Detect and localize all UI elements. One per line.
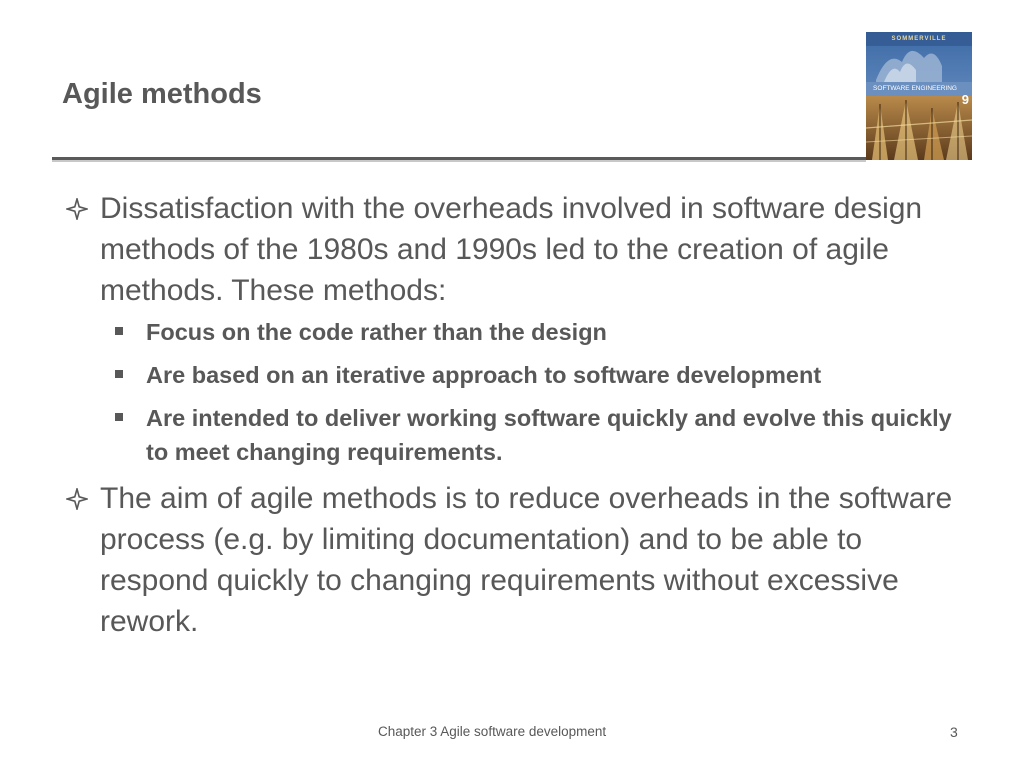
sub-bullet-list bbox=[62, 315, 962, 469]
book-cover-illustration bbox=[866, 32, 972, 160]
bullet-item bbox=[62, 478, 962, 642]
bullet-text: Dissatisfaction with the overheads involved in software design methods of the 1980s and 1990s led to the creation of agile methods. These methods: bbox=[100, 192, 923, 307]
slide-title: Agile methods bbox=[62, 78, 262, 110]
sub-bullet-item bbox=[62, 358, 962, 392]
sub-bullet-text: Focus on the code rather than the design bbox=[146, 319, 607, 345]
title-divider-shadow bbox=[52, 160, 866, 162]
square-icon bbox=[115, 413, 123, 421]
bullet-item bbox=[62, 188, 962, 311]
four-point-star-outline-icon bbox=[62, 478, 92, 519]
square-icon bbox=[115, 327, 123, 335]
footer-chapter-label: Chapter 3 Agile software development bbox=[378, 724, 607, 739]
bullet-text: The aim of agile methods is to reduce overheads in the software process (e.g. by limiting documentation) and to be able to respond quickly to changing requirements without excessive rework. bbox=[100, 482, 953, 638]
book-cover-author: SOMMERVILLE bbox=[891, 36, 947, 42]
book-cover-image bbox=[866, 32, 972, 160]
book-cover-edition: 9 bbox=[961, 92, 969, 107]
slide-body bbox=[62, 188, 962, 642]
sub-bullet-item bbox=[62, 315, 962, 349]
sub-bullet-text: Are intended to deliver working software quickly and evolve this quickly to meet changing requirements. bbox=[146, 405, 952, 465]
book-cover-title: SOFTWARE ENGINEERING bbox=[873, 85, 957, 92]
sub-bullet-item bbox=[62, 401, 962, 469]
sub-bullet-text: Are based on an iterative approach to software development bbox=[146, 362, 822, 388]
square-icon bbox=[115, 370, 123, 378]
page-number: 3 bbox=[950, 724, 958, 740]
four-point-star-outline-icon bbox=[62, 188, 92, 229]
